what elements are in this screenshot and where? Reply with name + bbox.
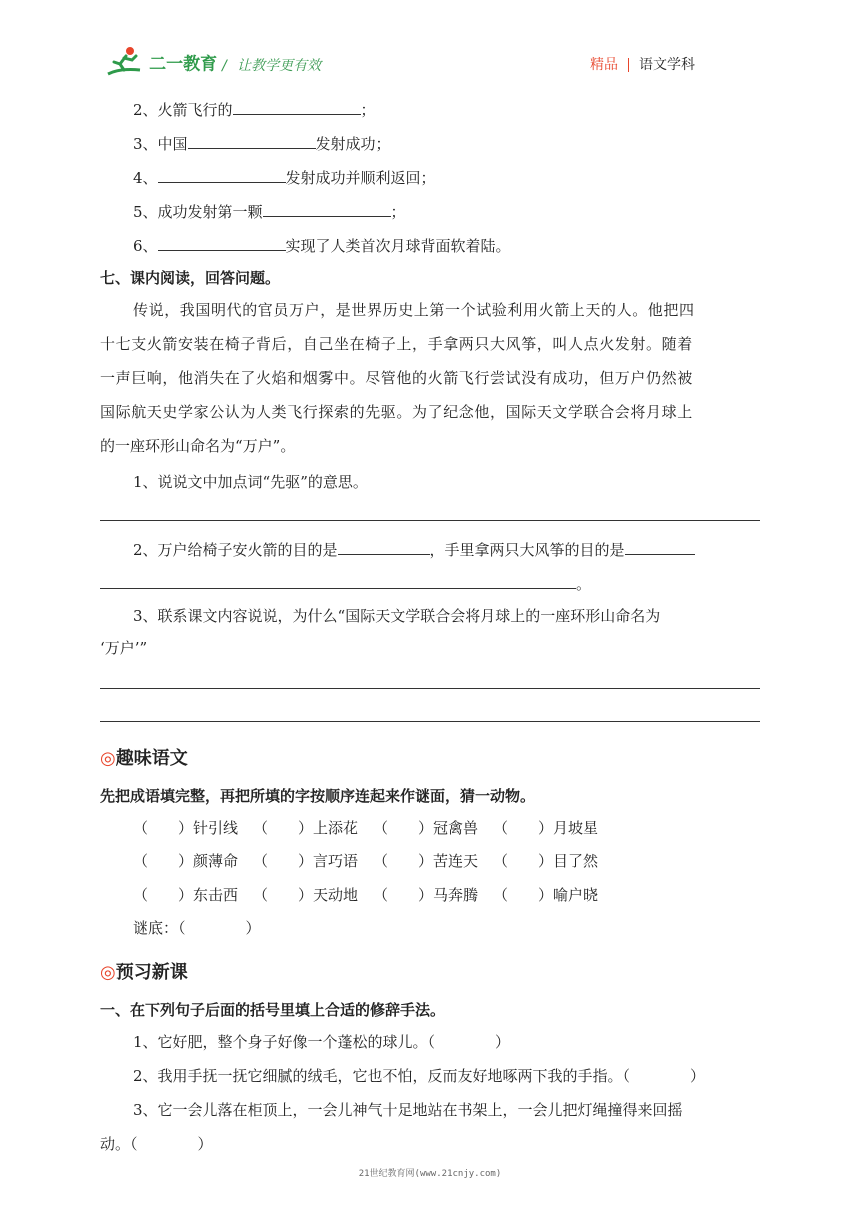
header-logo	[104, 46, 217, 80]
question-2-continuation	[100, 572, 591, 594]
fill-item-3	[133, 132, 391, 154]
fill-item-2-text: 2、火箭飞行的	[133, 101, 233, 119]
riddle-answer[interactable]: 谜底：（ ）	[133, 919, 261, 937]
idiom-row	[133, 885, 613, 905]
slogan-text: 让教学更有效	[237, 58, 322, 74]
ring-icon: ◎	[100, 748, 116, 769]
idiom-row	[133, 818, 613, 838]
fill-item-4-text: 4、	[133, 169, 158, 187]
fill-item-2	[133, 98, 376, 120]
idiom-item[interactable]: （ ）目了然	[493, 852, 599, 870]
fill-item-6-end: 实现了人类首次月球背面软着陆。	[285, 237, 511, 255]
fill-item-4	[133, 166, 436, 188]
header-right	[590, 54, 695, 74]
answer-line[interactable]	[100, 688, 760, 689]
idiom-item[interactable]: （ ）颜薄命	[133, 852, 239, 870]
idiom-item[interactable]: （ ）喻户晓	[493, 886, 599, 904]
answer-line[interactable]	[100, 520, 760, 521]
fill-item-4-end: 发射成功并顺利返回；	[285, 169, 436, 187]
question-3-cont: ‘万户’”	[100, 639, 148, 657]
fill-item-5	[133, 200, 406, 222]
passage-line: 传说，我国明代的官员万户，是世界历史上第一个试验利用火箭上天的人。他把四	[133, 301, 695, 319]
question-2-end: 。	[576, 575, 592, 593]
idiom-item[interactable]: （ ）上添花	[253, 819, 359, 837]
blank-line[interactable]	[263, 200, 391, 217]
fun-instruction: 先把成语填完整，再把所填的字按顺序连起来作谜面，猜一动物。	[100, 787, 536, 805]
passage-line: 十七支火箭安装在椅子背后，自己坐在椅子上，手拿两只大风筝，叫人点火发射。随着	[100, 335, 693, 353]
blank-line[interactable]	[158, 234, 286, 251]
fill-item-2-end: ；	[360, 101, 376, 119]
passage-line: 一声巨响，他消失在了火焰和烟雾中。尽管他的火箭飞行尝试没有成功，但万户仍然被	[100, 369, 693, 387]
preview-sentence-2: 2、我用手抚一抚它细腻的绒毛，它也不怕，反而友好地啄两下我的手指。（ ）	[133, 1067, 706, 1085]
preview-sentence-3: 3、它一会儿落在柜顶上，一会儿神气十足地站在书架上，一会儿把灯绳撞得来回摇	[133, 1101, 683, 1119]
fill-item-3-end: 发射成功；	[315, 135, 391, 153]
logo-text: 二一教育	[149, 54, 218, 75]
preview-sentence-1: 1、它好肥，整个身子好像一个蓬松的球儿。（ ）	[133, 1033, 511, 1051]
idiom-item[interactable]: （ ）月坡星	[493, 819, 599, 837]
blank-line[interactable]	[625, 538, 695, 555]
fill-item-6-text: 6、	[133, 237, 158, 255]
fill-item-5-end: ；	[390, 203, 406, 221]
idiom-item[interactable]: （ ）苦连天	[373, 852, 479, 870]
blank-line[interactable]	[188, 132, 316, 149]
ring-icon: ◎	[100, 962, 116, 983]
idiom-item[interactable]: （ ）言巧语	[253, 852, 359, 870]
idiom-item[interactable]: （ ）天动地	[253, 886, 359, 904]
blank-line[interactable]	[158, 166, 286, 183]
passage-line: 国际航天史学家公认为人类飞行探索的先驱。为了纪念他，国际天文学联合会将月球上	[100, 403, 693, 421]
preview-sentence-3-cont: 动。（ ）	[100, 1135, 213, 1153]
footer-source: 21世纪教育网(www.21cnjy.com)	[358, 1169, 502, 1179]
answer-line[interactable]	[100, 721, 760, 722]
preview-section-title	[100, 958, 188, 984]
blank-line[interactable]	[233, 98, 361, 115]
fill-item-6	[133, 234, 511, 256]
idiom-item[interactable]: （ ）针引线	[133, 819, 239, 837]
slogan-slash: /	[222, 58, 227, 74]
fun-title: 趣味语文	[115, 748, 188, 769]
question-2-part-b: ，手里拿两只大风筝的目的是	[429, 541, 625, 559]
fill-item-3-text: 3、中国	[133, 135, 188, 153]
preview-title: 预习新课	[115, 962, 188, 983]
runner-logo-icon	[104, 46, 144, 78]
badge-premium: 精品	[590, 57, 618, 73]
preview-heading: 一、在下列句子后面的括号里填上合适的修辞手法。	[100, 1001, 446, 1019]
section7-heading: 七、课内阅读，回答问题。	[100, 269, 281, 287]
question-3: 3、联系课文内容说说，为什么“国际天文学联合会将月球上的一座环形山命名为	[133, 607, 661, 625]
fun-section-title	[100, 744, 188, 770]
header-divider	[628, 58, 629, 72]
question-2	[133, 538, 695, 560]
question-2-part-a: 2、万户给椅子安火箭的目的是	[133, 541, 338, 559]
blank-line[interactable]	[100, 572, 576, 589]
passage-line: 的一座环形山命名为“万户”。	[100, 437, 296, 455]
idiom-item[interactable]: （ ）冠禽兽	[373, 819, 479, 837]
blank-line[interactable]	[338, 538, 430, 555]
question-1: 1、说说文中加点词“先驱”的意思。	[133, 473, 368, 491]
header-slogan	[222, 55, 321, 75]
idiom-item[interactable]: （ ）东击西	[133, 886, 239, 904]
idiom-row	[133, 851, 613, 871]
subject-label: 语文学科	[639, 57, 695, 73]
fill-item-5-text: 5、成功发射第一颗	[133, 203, 263, 221]
idiom-item[interactable]: （ ）马奔腾	[373, 886, 479, 904]
